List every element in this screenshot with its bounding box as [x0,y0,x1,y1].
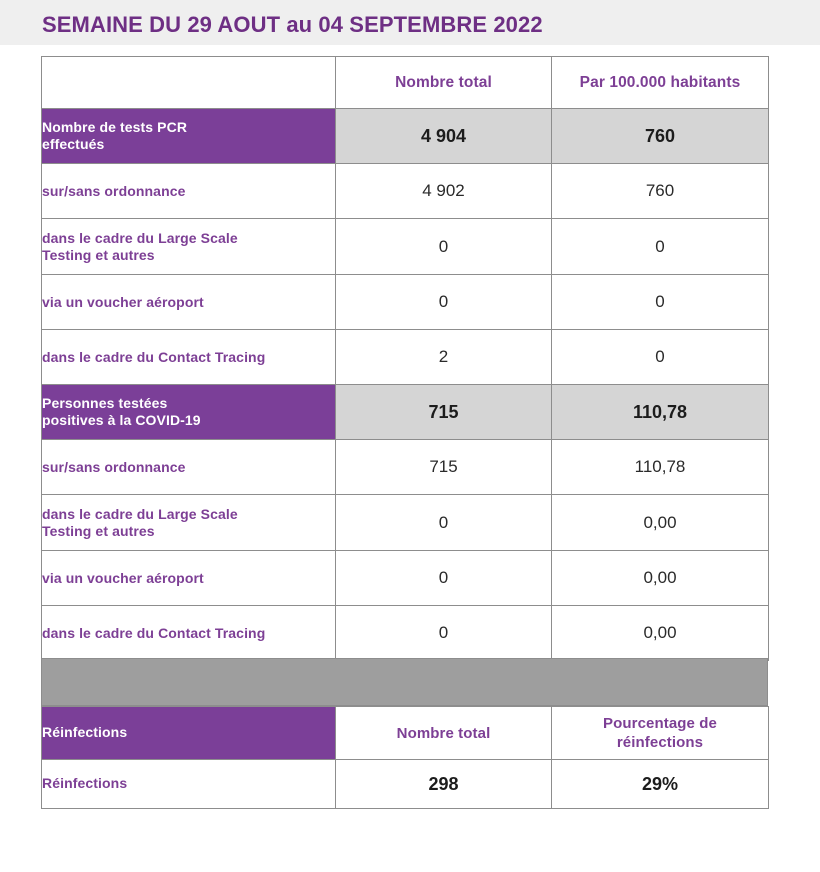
table-row [42,219,769,275]
row-value-per100k: 110,78 [552,440,769,495]
row-label-contact-tracing [42,330,336,385]
row-label-voucher-aeroport [42,275,336,330]
table-separator-band [41,658,768,706]
table-row [42,551,769,606]
row-label-contact-tracing-positives [42,606,336,661]
row-value-total: 0 [336,275,552,330]
header-label-per100k: Par 100.000 habitants [579,73,741,91]
table-row [42,275,769,330]
row-value-per100k: 0 [552,275,769,330]
row-label-large-scale-testing [42,219,336,275]
reinfections-header-total-cell [336,707,552,760]
row-value-per100k: 0,00 [552,606,769,661]
header-cell-per100k [552,57,769,109]
header-cell-blank [42,57,336,109]
row-label-line1: dans le cadre du Contact Tracing [42,624,266,641]
table-row-section-positives [42,385,769,440]
table-header-row [42,57,769,109]
row-value-per100k: 110,78 [552,385,769,440]
row-label-line2: Testing et autres [42,522,155,539]
row-label-line1: via un voucher aéroport [42,293,204,310]
row-label-line1: Nombre de tests PCR [42,119,188,135]
row-value-total: 0 [336,551,552,606]
header-label-total: Nombre total [395,73,492,91]
row-value-per100k: 760 [552,109,769,164]
row-label-line1: via un voucher aéroport [42,569,204,586]
table-row [42,606,769,661]
row-value-per100k: 0,00 [552,551,769,606]
reinfections-row-label-cell [42,760,336,809]
row-value-per100k: 0 [552,330,769,385]
reinfections-header-pct-line2: réinfections [616,734,704,751]
row-value-total: 715 [336,385,552,440]
reinfections-data-row [42,760,769,809]
row-value-total: 0 [336,495,552,551]
row-value-per100k: 760 [552,164,769,219]
table-row [42,440,769,495]
page-title: SEMAINE DU 29 AOUT au 04 SEPTEMBRE 2022 [42,12,543,37]
row-label-line1: sur/sans ordonnance [42,458,186,475]
reinfections-table [41,706,769,809]
row-value-per100k: 0 [552,219,769,275]
table-row-section-pcr [42,109,769,164]
row-label-line1: dans le cadre du Contact Tracing [42,348,266,365]
row-value-total: 0 [336,219,552,275]
reinfections-header-pct-line1: Pourcentage de [603,715,717,732]
main-statistics-table [41,56,769,661]
row-value-per100k: 0,00 [552,495,769,551]
row-label-line1: sur/sans ordonnance [42,182,186,199]
row-label-line1: dans le cadre du Large Scale [42,229,238,246]
reinfections-header-total-label: Nombre total [396,724,491,742]
row-label-large-scale-testing-positives [42,495,336,551]
table-row [42,330,769,385]
row-label-pcr-tests [42,109,336,164]
row-label-line2: positives à la COVID-19 [42,412,201,428]
row-label-ordonnance [42,164,336,219]
reinfections-row-label: Réinfections [42,775,128,791]
row-label-line1: Personnes testées [42,395,168,411]
row-label-positive-cases [42,385,336,440]
reinfections-header-title: Réinfections [42,724,128,740]
reinfections-header-title-cell [42,707,336,760]
table-row [42,164,769,219]
row-value-total: 0 [336,606,552,661]
reinfections-header-row [42,707,769,760]
row-value-total: 4 902 [336,164,552,219]
reinfections-row-total: 298 [336,760,552,809]
reinfections-header-pct-cell [552,707,769,760]
table-row [42,495,769,551]
row-value-total: 2 [336,330,552,385]
row-value-total: 715 [336,440,552,495]
row-label-voucher-aeroport-positives [42,551,336,606]
reinfections-row-pct: 29% [552,760,769,809]
row-label-line2: Testing et autres [42,246,155,263]
row-value-total: 4 904 [336,109,552,164]
row-label-line2: effectués [42,136,105,152]
header-cell-total [336,57,552,109]
row-label-ordonnance-positives [42,440,336,495]
row-label-line1: dans le cadre du Large Scale [42,505,238,522]
